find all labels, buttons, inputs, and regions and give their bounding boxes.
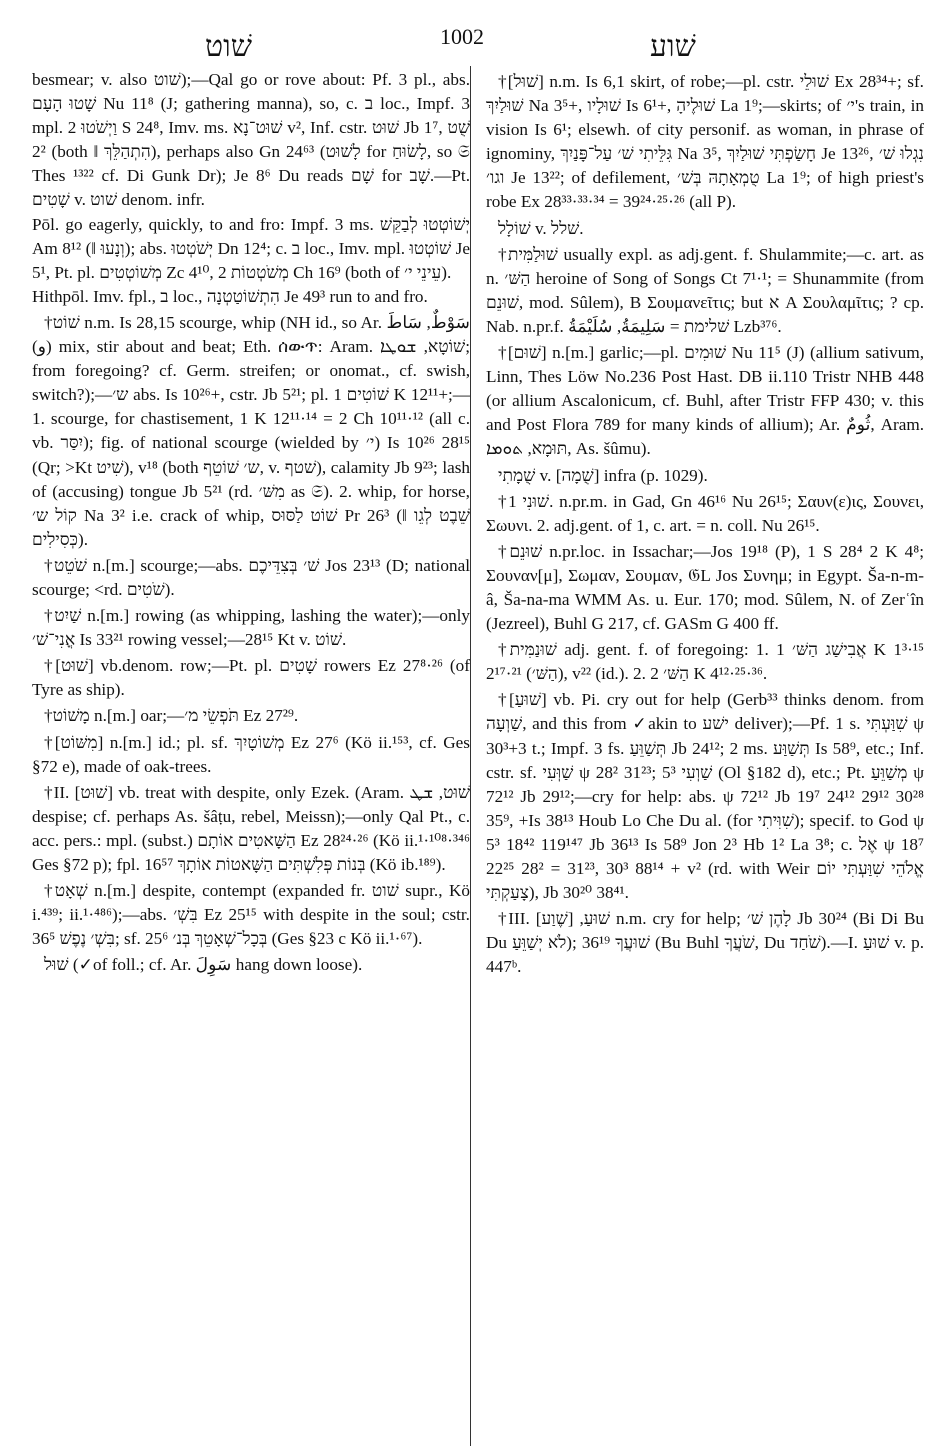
entry-shunem: †שׁוּנֵם n.pr.loc. in Issachar;—Jos 19¹⁸ (P), 1 S 28⁴ 2 K 4⁸; Σουναν[μ], Σωμαν, Σουμαν, 𝔊L Jos Συνημ; in Egypt. Ša-n-m-â, Ša-na-ma WMM As. u. Eur. 170; mod. Sûlem, N. of Zerʿîn (Jezreel), Buhl G 217, cf. GASm G 400 ff.	[486, 541, 925, 634]
entry-shut-denom: †[שׁוּט] vb.denom. row;—Pt. pl. שָׁטִים rowers Ez 27⁸·²⁶ (of Tyre as ship).	[32, 656, 470, 700]
left-running-headword: שׁוט	[205, 30, 253, 63]
entry-shuni: †שׁוּנִי 1. n.pr.m. in Gad, Gn 46¹⁶ Nu 26¹⁵; Σαυν(ε)ις, Σουνει, Σωυνι. 2. adj.gent. of 1, c. art. = n. coll. Nu 26¹⁵.	[486, 491, 924, 535]
column-divider	[470, 66, 471, 1446]
entry-shotet: †שֹׁטֵט n.[m.] scourge;—abs. שׁ׳ בְּצִדֵּיכֶם Jos 23¹³ (D; national scourge; <rd. שֹׁטִים).	[32, 555, 471, 599]
entry-shunammit: †שׁוּנַמִּית adj. gent. f. of foregoing: 1. אֲבִישַׁג הַשּׁ׳ 1 K 1³·¹⁵ 2¹⁷·²¹ (הַשּׁ׳), v²² (id.). 2. הַשּׁ׳ 2 K 4¹²·²⁵·³⁶.	[486, 640, 924, 684]
right-running-headword: שׁוע	[650, 30, 696, 63]
left-column	[32, 68, 470, 977]
entry-shot: †שׁוֹט n.m. Is 28,15 scourge, whip (NH id., so Ar. سَوْطٌ, سَاطَ (و) mix, stir about and beat; Eth. ሰውጥ: Aram. שׁוֹטָא, ܫܘܛܐ; from foregoing? cf. Germ. streifen; or onomat., cf. swish, switch?);—ש׳ abs. Is 10²⁶+, cstr. Jb 5²¹; pl. שׁוֹטִים 1 K 12¹¹+;—1. scourge, for chastisement, 1 K 12¹¹·¹⁴ = 2 Ch 10¹¹·¹² (all c. vb. יִסַּר); fig. of national scourge (wielded by י׳) Is 10²⁶ 28¹⁵ (Qr; >Kt שִׁיט), v¹⁸ (both ש׳ שׁוֹטֵף, v. שׁטף), calamity Jb 9²³; lash of (accusing) tongue Jb 5²¹ (rd. מִשּׁ׳ as 𝔖). 2. whip, for horse, קוֹל ש׳ Na 3² i.e. crack of whip, שׁוֹט לַסּוּס Pr 26³ (‖ שֵׁבֶט לְגֵו כְּסִילִים).	[32, 312, 471, 549]
entry-shaat: †שְׁאָט n.[m.] despite, contempt (expanded fr. שׁוט supr., Kö i.⁴³⁹; ii.¹·⁴⁸⁶);—abs. בִּשְׁ׳ Ez 25¹⁵ with despite in the soul; cstr. בִּשְׁ׳ נֶפֶשׁ 36⁵; sf. בְּכָל־שְׁאָטֵךְ בְּנ׳ 25⁶ (Ges §23 c Kö ii.¹·⁶⁷).	[32, 881, 470, 949]
entry-sholal: שׁוֹלָל v. שׁלל.	[498, 218, 584, 238]
entry-shul-root: שׁוּל (✓of foll.; cf. Ar. سَوِلَ hang down loose).	[44, 955, 363, 975]
page-header	[0, 0, 950, 64]
entry-shumati: שֻׁמָתִי v. [שֻׁמָה] infra (p. 1029).	[498, 465, 708, 485]
entry-shayit: †שַׁיִט n.[m.] rowing (as whipping, lashing the water);—only אֳנִי־שׁ׳ Is 33²¹ rowing vessel;—28¹⁵ Kt v. שׁוֹט.	[32, 606, 470, 650]
page-number: 1002	[440, 24, 484, 49]
entry-pol: Pōl. go eagerly, quickly, to and fro: Impf. 3 ms. יְשׁוֹטְטוּ לְבַקֵּשׁ Am 8¹² (‖ וְנָעוּ); abs. יְשֹׁטְטוּ Dn 12⁴; c. ב loc., Imv. mpl. שׁוֹטְטוּ Je 5¹, Pt. pl. מְשׁוֹטְטִים Zc 4¹⁰, מְשֹׁטְטוֹת 2 Ch 16⁹ (both of עֵינֵי י׳).	[32, 214, 471, 282]
entry-mashot: †מָשׁוֹט n.[m.] oar;—תֹּפְשֵׂי מ׳ Ez 27²⁹.	[44, 706, 299, 726]
entry-shua-vb: †[שׁוּעַ] vb. Pi. cry out for help (Gerb³³ thinks denom. from שַׁוְעָה, and this from ✓akin to ישׁע deliver);—Pf. 1 s. שִׁוַּעְתִּי ψ 30³+3 t.; Impf. 3 fs. תְּשַׁוֵּעַ Jb 24¹²; 2 ms. תְּשַׁוַּע Is 58⁹, etc.; Inf. cstr. sf. שַׁוְּעִי ψ 28² 31²³; שַׁוְעִי 5³ (Ol §182 d), etc.; Pt. מְשַׁוֵּעַ ψ 72¹² Jb 29¹²;—cry for help: abs. ψ 72¹² Jb 19⁷ 24¹² 29¹² 30²⁸ 35⁹, +Is 38¹³ Houb Lo Che Du al. (for שִׁוִּיתִי); specif. to God ψ 5³ 18⁴² 119¹⁴⁷ Jb 36¹³ Is 58⁹ Jon 2³ Hb 1² La 3⁸; c. אֶל ψ 18⁷ 22²⁵ 28² = 31²³, 30³ 88¹⁴ + v² (rd. with Weir אֱלֹהֵי שִׁוַּעְתִּי יוֹם צָעַקְתִּי), Jb 30²⁰ 38⁴¹.	[486, 690, 925, 903]
entry-shua-noun: †III. שׁוּעַ, [שֶׁוַע] n.m. cry for help; לָהֶן שׁ׳ Jb 30²⁴ (Bi Di Bu Du לֹא יְשַׁוֵּעַ); שׁוּעֲךָ 36¹⁹ (Bu Buhl שֹׁעֲךָ, Du שֹׁחַד).—I. שׁוּעַ v. p. 447ᵇ.	[486, 909, 925, 977]
entry-shulammit: †שׁוּלַמִּית usually expl. as adj.gent. f. Shulammite;—c. art. as n. הַשּׁ׳ heroine of Song of Songs Ct 7¹·¹; = Shunammite (from שׁוּנֵם, mod. Sûlem), B Σουμανεῖτις; but א A Σουλαμῖτις; ? cp. Nab. n.pr.f. שׁלימת = سَلِيمَةُ, سُلَيْمَةُ Lzb³⁷⁶.	[486, 244, 924, 336]
right-column	[486, 68, 924, 979]
entry-shut-ii: †II. [שׁוּט] vb. treat with despite, only Ezek. (Aram. שׁוּט, ܫܛ despise; cf. perhaps As. šâṭu, rebel, Meissn);—only Qal Pt., c. acc. pers.: mpl. (subst.) הַשָּׁאטִים אוֹתָם Ez 28²⁴·²⁶ (Kö ii.¹·¹⁰⁸·³⁴⁶ Ges §72 p); fpl. בְּנוֹת פְּלִשְׁתִּים הַשָּׁאטוֹת אוֹתָךְ 16⁵⁷ (Kö ib.¹⁸⁹).	[32, 782, 471, 874]
entry-continuation: besmear; v. also שׁוט);—Qal go or rove about: Pf. 3 pl., abs. שָׁטוּ הָעָם Nu 11⁸ (J; gathering manna), so, c. ב loc., Impf. 3 mpl. וַיְשֹׁטוּ 2 S 24⁸, Imv. ms. שׁוּט־נָא v², Inf. cstr. שׁוּט Jb 1⁷, שֻׁט 2² (both ‖ הִתְהַלֵּךְ), perhaps also Gn 24⁶³ (לָשׁוּט for לָשׂוּחַ, so 𝔖 Thes ¹³²² cf. Di Gunk Dr); Je 8⁶ Du reads שָׁם for שָׁב.—Pt. שָׁטִים v. שׁוט denom. infr.	[32, 70, 471, 210]
entry-hithpol: Hithpōl. Imv. fpl., ב loc., הִתְשׁוֹטַטְנָה Je 49³ run to and fro.	[32, 286, 428, 306]
entry-mishot: †[מִשּׁוֹט] n.[m.] id.; pl. sf. מְשׁוֹטָיִךְ Ez 27⁶ (Kö ii.¹⁵³, cf. Ges §72 e), made of oak-trees.	[32, 732, 470, 776]
entry-shul: †[שׁוּל] n.m. Is 6,1 skirt, of robe;—pl. cstr. שׁוּלֵי Ex 28³⁴+; sf. שׁוּלַיִךְ Na 3⁵+, שׁוּלָיו Is 6¹+, שׁוּלֶיהָ La 1⁹;—skirts; of י׳'s train, in vision Is 6¹; elsewh. of city personif. as woman, in phrase of ignominy, גִּלֵּיתִי שׁ׳ עַל־פָּנַיִךְ Na 3⁵, חָשַׂפְתִּי שׁוּלַיִךְ Je 13²⁶, נִגְלוּ שׁ׳ וגו׳ Je 13²²; of defilement, טֻמְאָתָהּ בְּשׁ׳ La 1⁹; of high priest's robe Ex 28³³·³³·³⁴ = 39²⁴·²⁵·²⁶ (all P).	[486, 72, 924, 212]
entry-shum: †[שׁוּם] n.[m.] garlic;—pl. שׁוּמִים Nu 11⁵ (J) (allium sativum, Linn, Thes Löw No.236 Post Hast. DB ii.110 Tristr NHB 448 (or allium Ascalonicum, cf. Buhl, after Tristr FFP 430; v. this and Post Flora 789 for many kinds of allium); Ar. ثُومٌ, Aram. תּוּמָא, ܬܘܡܐ, As. šûmu).	[486, 343, 925, 459]
